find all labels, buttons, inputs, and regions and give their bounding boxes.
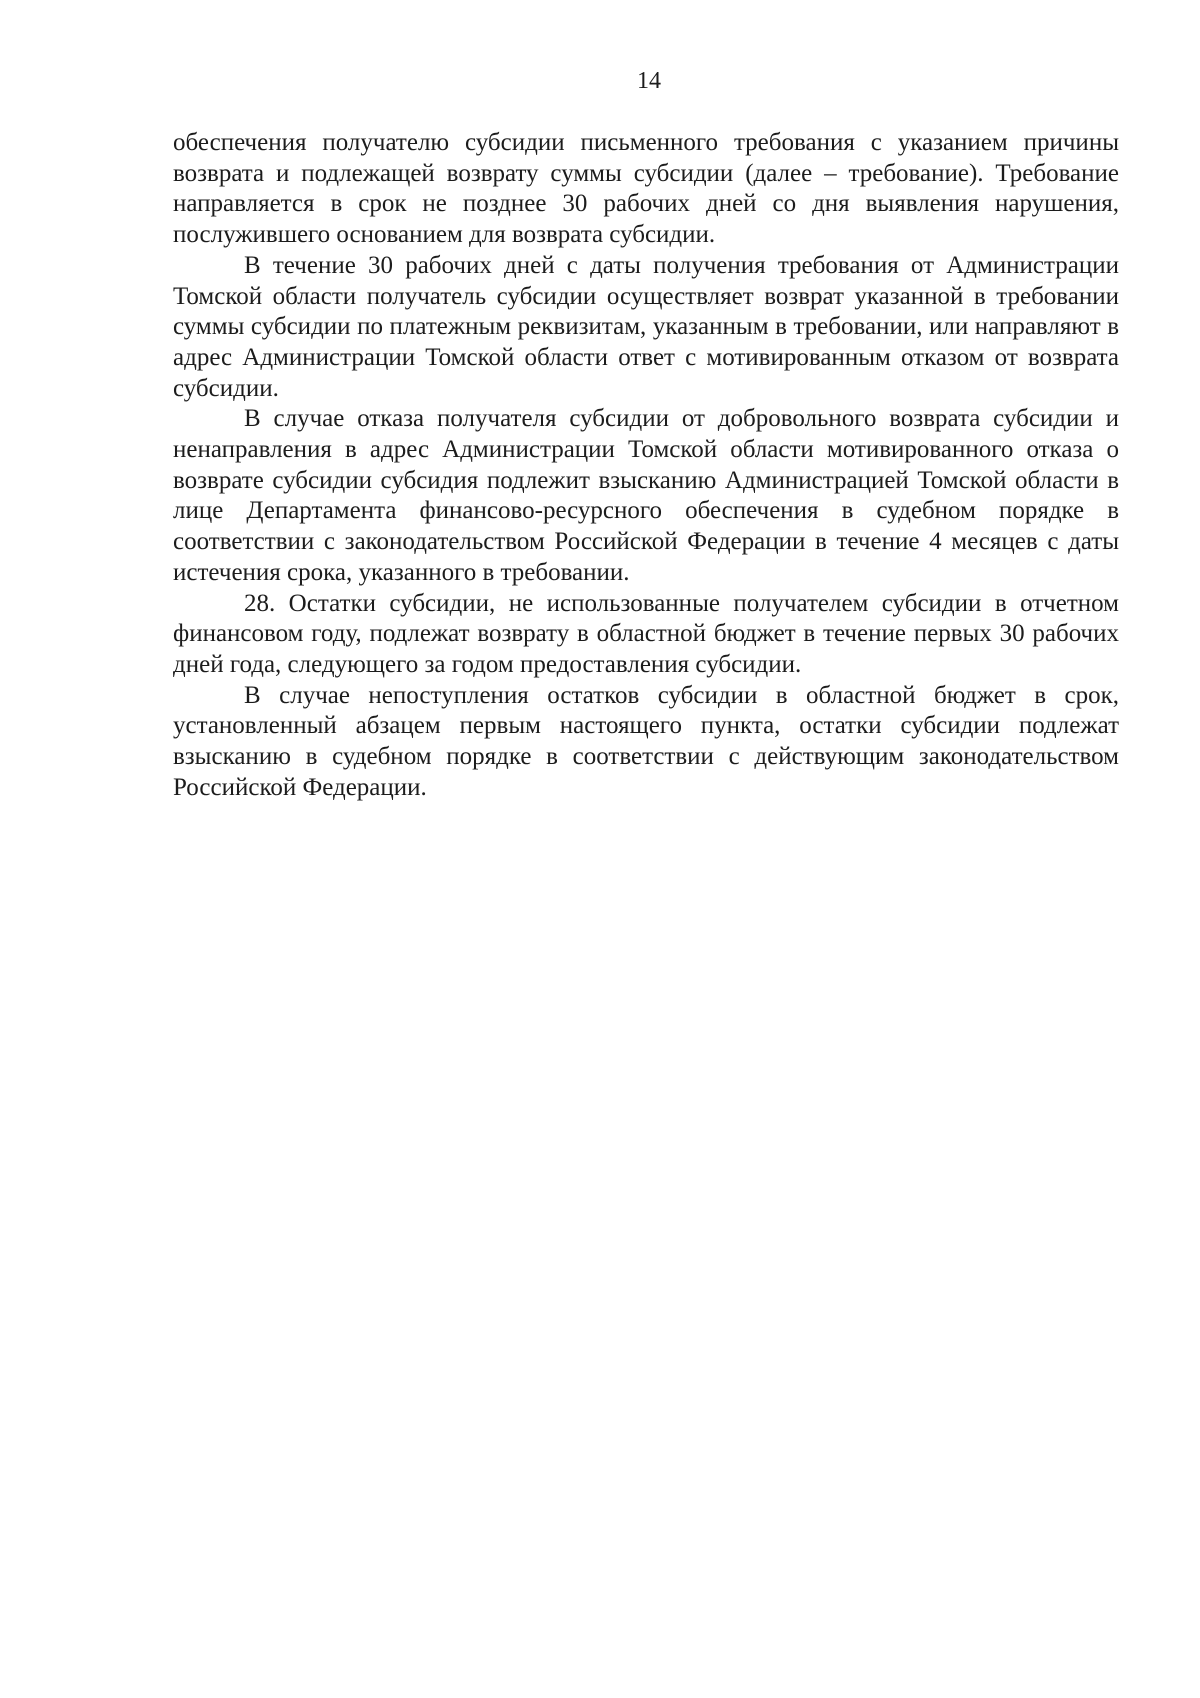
document-body [173, 128, 1119, 803]
paragraph-continuation: обеспечения получателю субсидии письменного требования с указанием причины возврата и подлежащей возврату суммы субсидии (далее – требование). Требование направляется в срок не позднее 30 рабочих дней со дня выявления нарушения, послужившего основанием для возврата субсидии. [173, 129, 1119, 249]
paragraph-non-receipt: В случае непоступления остатков субсидии в областной бюджет в срок, установленный абзацем первым настоящего пункта, остатки субсидии подлежат взысканию в судебном порядке в соответствии с действующим законодательством Российской Федерации. [173, 681, 1119, 801]
paragraph-refusal-recovery: В случае отказа получателя субсидии от добровольного возврата субсидии и ненаправления в адрес Администрации Томской области мотивированного отказа о возврате субсидии субсидия подлежит взысканию Администрацией Томской области в лице Департамента финансово-ресурсного обеспечения в судебном порядке в соответствии с законодательством Российской Федерации в течение 4 месяцев с даты истечения срока, указанного в требовании. [173, 405, 1119, 586]
paragraph-return-deadline: В течение 30 рабочих дней с даты получения требования от Администрации Томской области получатель субсидии осуществляет возврат указанной в требовании суммы субсидии по платежным реквизитам, указанным в требовании, или направляют в адрес Администрации Томской области ответ с мотивированным отказом от возврата субсидии. [173, 251, 1119, 402]
page-number: 14 [637, 68, 661, 94]
paragraph-clause-28: 28. Остатки субсидии, не использованные получателем субсидии в отчетном финансовом году, подлежат возврату в областной бюджет в течение первых 30 рабочих дней года, следующего за годом предоставления субсидии. [173, 589, 1119, 678]
